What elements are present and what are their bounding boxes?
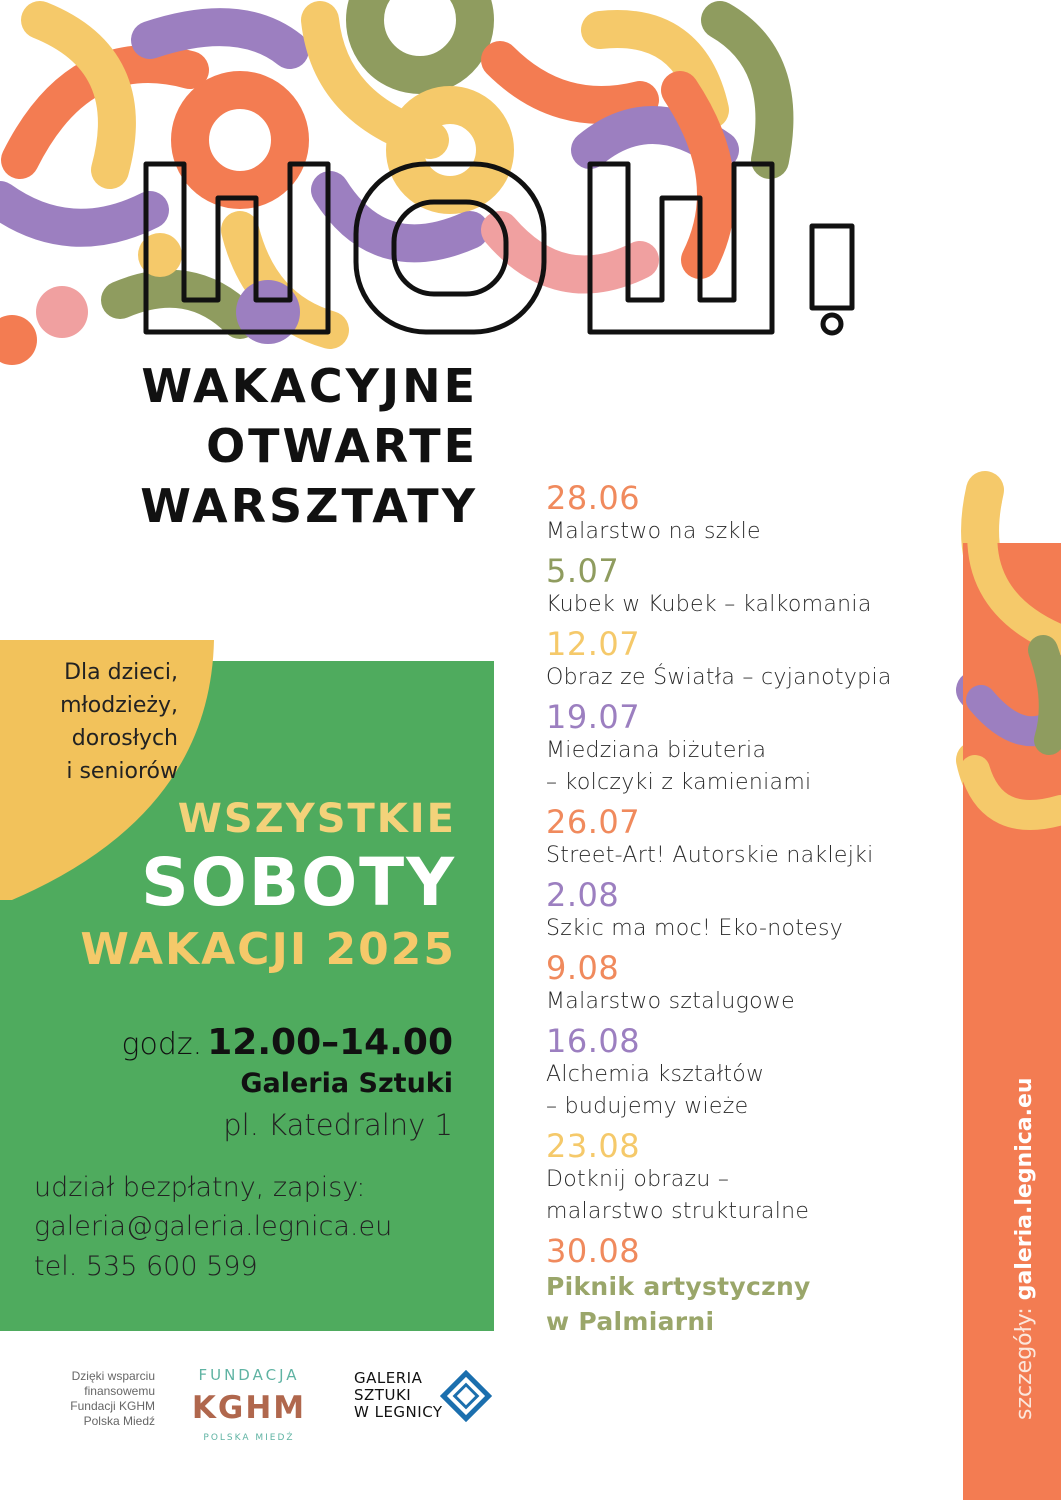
- time-prefix: godz.: [121, 1027, 203, 1062]
- schedule-date: 5.07: [546, 552, 620, 590]
- audience-line: młodzieży,: [60, 693, 178, 718]
- schedule-item: [546, 478, 946, 548]
- audience-text: [20, 656, 178, 788]
- schedule-item: [546, 1126, 946, 1228]
- audience-line: Dla dzieci,: [64, 660, 178, 685]
- audience-line: dorosłych: [71, 726, 178, 751]
- details-label: szczegóły:: [1012, 1307, 1037, 1420]
- credit-line: Fundacji KGHM: [70, 1399, 155, 1413]
- schedule-list: [546, 478, 946, 1342]
- schedule-date: 30.08: [546, 1232, 641, 1270]
- signup-email[interactable]: galeria@galeria.legnica.eu: [34, 1211, 393, 1242]
- schedule-item: [546, 1021, 946, 1123]
- subtitle-line-3: WARSZTATY: [140, 479, 478, 533]
- schedule-date: 28.06: [546, 479, 641, 517]
- strip-decoration: [963, 480, 1061, 850]
- wow-letter-w2: [590, 164, 772, 332]
- address: pl. Katedralny 1: [223, 1108, 453, 1142]
- schedule-title: w Palmiarni: [546, 1307, 715, 1336]
- wow-exclamation-dot: [823, 315, 841, 333]
- credit-line: Polska Miedź: [83, 1414, 155, 1428]
- schedule-date: 9.08: [546, 949, 620, 987]
- schedule-item: [546, 697, 946, 799]
- schedule-title: Street-Art! Autorskie naklejki: [546, 843, 874, 868]
- saturdays-line-3: WAKACJI 2025: [80, 924, 456, 975]
- time-line: [121, 1022, 453, 1063]
- saturdays-line-2: SOBOTY: [141, 844, 456, 921]
- signup-text: udział bezpłatny, zapisy:: [34, 1172, 366, 1203]
- schedule-title: Alchemia kształtów: [546, 1062, 765, 1087]
- kghm-logo-bottom: POLSKA MIEDŹ: [203, 1433, 295, 1443]
- gallery-logo-line-2: SZTUKI: [354, 1386, 412, 1404]
- arc-orange-center: [500, 60, 640, 105]
- schedule-title: – budujemy wieże: [546, 1094, 749, 1119]
- saturdays-line-1: WSZYSTKIE: [177, 796, 456, 842]
- details-vertical: [1012, 1077, 1037, 1420]
- schedule-title: Miedziana biżuteria: [546, 738, 767, 763]
- sponsor-credit: [40, 1369, 155, 1429]
- schedule-title: Malarstwo na szkle: [546, 519, 761, 544]
- schedule-title: Szkic ma moc! Eko-notesy: [546, 916, 844, 941]
- kghm-logo-main: KGHM: [191, 1390, 307, 1426]
- gallery-logo-line-3: W LEGNICY: [354, 1403, 443, 1421]
- schedule-item: [546, 948, 946, 1018]
- credit-line: finansowemu: [84, 1384, 155, 1398]
- schedule-title: Malarstwo sztalugowe: [546, 989, 795, 1014]
- schedule-title: malarstwo strukturalne: [546, 1199, 810, 1224]
- schedule-date: 23.08: [546, 1127, 641, 1165]
- schedule-item: [546, 624, 946, 694]
- schedule-date: 26.07: [546, 803, 641, 841]
- wow-exclamation-bar: [812, 226, 852, 308]
- schedule-item: [546, 875, 946, 945]
- venue: Galeria Sztuki: [240, 1068, 453, 1099]
- schedule-title: Kubek w Kubek – kalkomania: [546, 592, 872, 617]
- schedule-date: 16.08: [546, 1022, 641, 1060]
- schedule-date: 2.08: [546, 876, 620, 914]
- schedule-item: [546, 551, 946, 621]
- schedule-title: Obraz ze Światła – cyjanotypia: [546, 665, 892, 690]
- subtitle-line-2: OTWARTE: [206, 419, 478, 473]
- credit-line: Dzięki wsparciu: [71, 1369, 155, 1383]
- subtitle-line-1: WAKACYJNE: [141, 359, 478, 413]
- gallery-logo-line-1: GALERIA: [354, 1369, 423, 1387]
- details-url[interactable]: galeria.legnica.eu: [1012, 1077, 1037, 1301]
- time-hours: 12.00–14.00: [207, 1022, 453, 1063]
- schedule-title: Dotknij obrazu –: [546, 1167, 730, 1192]
- schedule-item: [546, 1231, 946, 1339]
- schedule-title: – kolczyki z kamieniami: [546, 770, 812, 795]
- schedule-date: 19.07: [546, 698, 641, 736]
- schedule-date: 12.07: [546, 625, 641, 663]
- audience-line: i seniorów: [66, 759, 178, 784]
- kghm-logo-top: FUNDACJA: [198, 1366, 300, 1384]
- schedule-title: Piknik artystyczny: [546, 1272, 811, 1301]
- schedule-item: [546, 802, 946, 872]
- signup-phone[interactable]: tel. 535 600 599: [34, 1251, 258, 1282]
- gallery-logo-icon: [440, 1370, 492, 1422]
